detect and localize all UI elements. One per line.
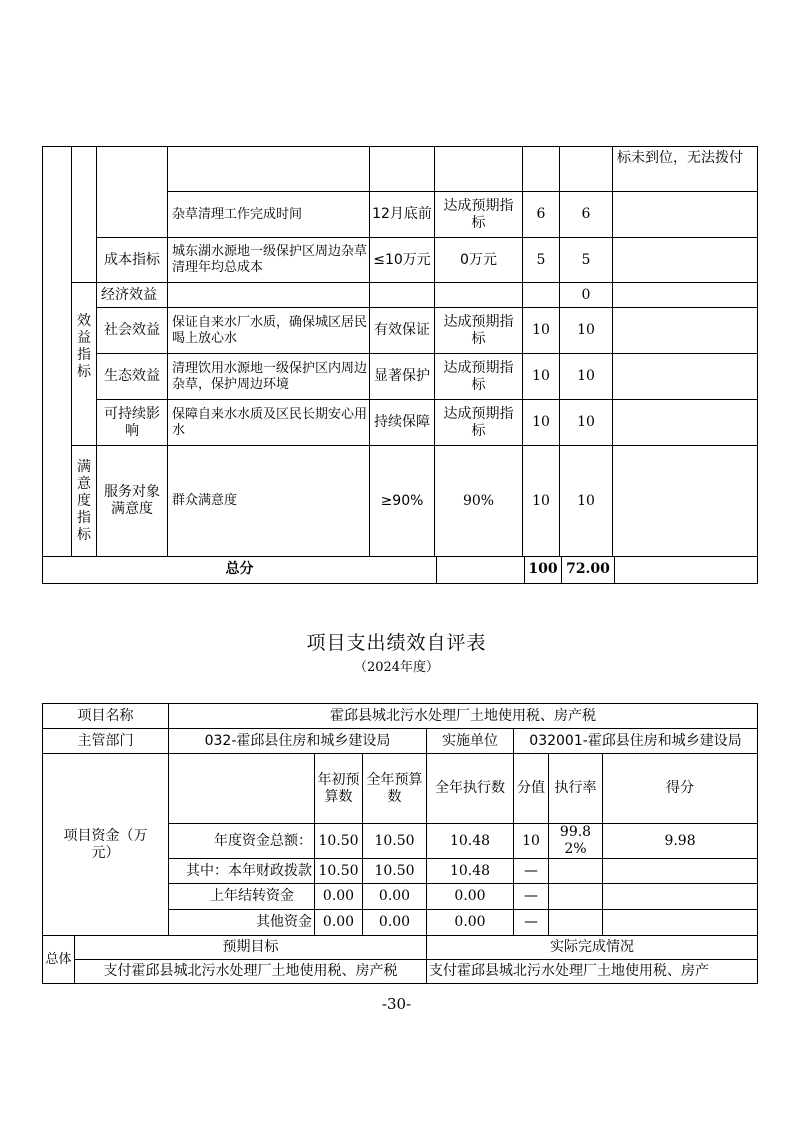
fund-full-year: 10.50 xyxy=(363,824,427,859)
header-points: 分值 xyxy=(514,754,549,824)
table-row xyxy=(43,446,758,557)
actual-cell: 达成预期指标 xyxy=(435,192,523,238)
table-row xyxy=(43,283,758,308)
indicator-table xyxy=(42,146,758,557)
fund-executed: 10.48 xyxy=(427,859,514,884)
table-row xyxy=(43,308,758,354)
deduction-note: 标未到位，无法拨付 xyxy=(613,147,758,192)
indicator-cell: 清理饮用水源地一级保护区内周边杂草，保护周边环境 xyxy=(168,354,370,400)
fund-rate xyxy=(549,859,603,884)
impl-value: 032001-霍邱县住房和城乡建设局 xyxy=(514,729,758,754)
header-executed: 全年执行数 xyxy=(427,754,514,824)
actual-cell: 达成预期指标 xyxy=(435,308,523,354)
actual-cell: 达成预期指标 xyxy=(435,354,523,400)
fund-row-label: 其中：本年财政拨款 xyxy=(169,859,315,884)
category-cell: 经济效益 xyxy=(97,283,168,308)
fund-score: 9.98 xyxy=(603,824,758,859)
impl-label: 实施单位 xyxy=(427,729,514,754)
table-row xyxy=(43,704,758,729)
project-name-label: 项目名称 xyxy=(43,704,169,729)
fund-full-year: 0.00 xyxy=(363,884,427,910)
target-cell: 显著保护 xyxy=(370,354,435,400)
actual-cell: 达成预期指标 xyxy=(435,400,523,446)
indicator-cell: 杂草清理工作完成时间 xyxy=(168,192,370,238)
self-evaluation-table xyxy=(42,703,758,984)
target-cell: ≥90% xyxy=(370,446,435,557)
page-number: -30- xyxy=(381,995,412,1013)
score-cell: 0 xyxy=(560,283,613,308)
weight-cell: 10 xyxy=(523,354,560,400)
expected-text: 支付霍邱县城北污水处理厂土地使用税、房产税 xyxy=(75,960,427,984)
fund-initial: 10.50 xyxy=(315,859,363,884)
overall-label: 总体 xyxy=(43,936,75,984)
weight-cell: 10 xyxy=(523,400,560,446)
project-name-value: 霍邱县城北污水处理厂土地使用税、房产税 xyxy=(169,704,758,729)
indicator-cell: 保证自来水厂水质，确保城区居民喝上放心水 xyxy=(168,308,370,354)
table-row xyxy=(43,557,758,583)
fund-executed: 0.00 xyxy=(427,910,514,936)
score-cell: 6 xyxy=(560,192,613,238)
category-cell: 生态效益 xyxy=(97,354,168,400)
fund-full-year: 10.50 xyxy=(363,859,427,884)
fund-points: — xyxy=(514,910,549,936)
target-cell: 有效保证 xyxy=(370,308,435,354)
score-cell: 5 xyxy=(560,238,613,283)
score-cell: 10 xyxy=(560,446,613,557)
category-cell: 成本指标 xyxy=(97,238,168,283)
header-rate: 执行率 xyxy=(549,754,603,824)
score-cell: 10 xyxy=(560,400,613,446)
header-score: 得分 xyxy=(603,754,758,824)
funds-label: 项目资金（万元） xyxy=(43,754,169,936)
fund-rate: 99.82% xyxy=(549,824,603,859)
table-row xyxy=(43,400,758,446)
weight-cell: 6 xyxy=(523,192,560,238)
target-cell: 12月底前 xyxy=(370,192,435,238)
form-year: （2024年度） xyxy=(353,660,440,675)
score-cell: 10 xyxy=(560,354,613,400)
fund-row-label: 其他资金 xyxy=(169,910,315,936)
score-cell: 10 xyxy=(560,308,613,354)
total-row-table xyxy=(42,557,758,584)
fund-full-year: 0.00 xyxy=(363,910,427,936)
table-row xyxy=(43,754,758,824)
fund-row-label: 年度资金总额： xyxy=(169,824,315,859)
fund-score xyxy=(603,859,758,884)
benefit-group-label: 效益指标 xyxy=(72,283,97,446)
indicator-cell: 保障自来水水质及区民长期安心用水 xyxy=(168,400,370,446)
expected-label: 预期目标 xyxy=(75,936,427,960)
fund-initial: 10.50 xyxy=(315,824,363,859)
total-label: 总分 xyxy=(43,557,437,583)
table-row xyxy=(43,354,758,400)
form-title: 项目支出绩效自评表 xyxy=(306,632,487,654)
indicator-cell: 群众满意度 xyxy=(168,446,370,557)
fund-initial: 0.00 xyxy=(315,910,363,936)
fund-executed: 10.48 xyxy=(427,824,514,859)
fund-rate xyxy=(549,910,603,936)
actual-label: 实际完成情况 xyxy=(427,936,758,960)
actual-text: 支付霍邱县城北污水处理厂土地使用税、房产 xyxy=(427,960,758,984)
table-row xyxy=(43,936,758,960)
fund-score xyxy=(603,884,758,910)
fund-initial: 0.00 xyxy=(315,884,363,910)
fund-points: — xyxy=(514,884,549,910)
category-cell: 社会效益 xyxy=(97,308,168,354)
table-row xyxy=(43,238,758,283)
header-full-year: 全年预算数 xyxy=(363,754,427,824)
actual-cell: 0万元 xyxy=(435,238,523,283)
fund-points: 10 xyxy=(514,824,549,859)
target-cell: 持续保障 xyxy=(370,400,435,446)
indicator-cell: 城东湖水源地一级保护区周边杂草清理年均总成本 xyxy=(168,238,370,283)
actual-cell: 90% xyxy=(435,446,523,557)
target-cell: ≤10万元 xyxy=(370,238,435,283)
table-row xyxy=(43,729,758,754)
header-initial: 年初预算数 xyxy=(315,754,363,824)
dept-value: 032-霍邱县住房和城乡建设局 xyxy=(169,729,427,754)
weight-cell: 10 xyxy=(523,308,560,354)
satisfaction-group-label: 满意度指标 xyxy=(72,446,97,557)
weight-cell: 5 xyxy=(523,238,560,283)
table-row xyxy=(43,147,758,192)
fund-row-label: 上年结转资金 xyxy=(169,884,315,910)
total-weight: 100 xyxy=(525,557,562,583)
weight-cell: 10 xyxy=(523,446,560,557)
fund-score xyxy=(603,910,758,936)
category-cell: 服务对象满意度 xyxy=(97,446,168,557)
table-row xyxy=(43,960,758,984)
fund-points: — xyxy=(514,859,549,884)
total-score: 72.00 xyxy=(562,557,615,583)
fund-executed: 0.00 xyxy=(427,884,514,910)
dept-label: 主管部门 xyxy=(43,729,169,754)
fund-rate xyxy=(549,884,603,910)
category-cell: 可持续影响 xyxy=(97,400,168,446)
